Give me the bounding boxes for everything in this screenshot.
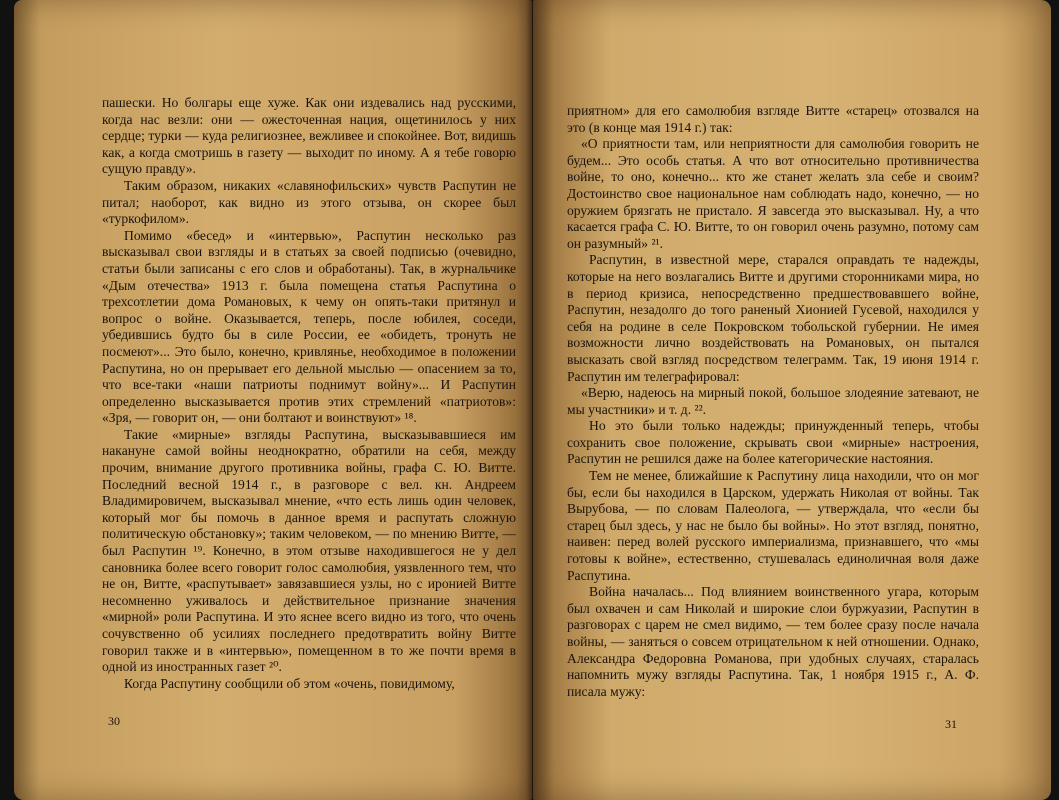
paragraph: Тем не менее, ближайшие к Распутину лица находили, что он мог бы, если бы находился в Царском, удержать Николая от войны. Так Вырубова, — по словам Палеолога, — утверждала, что «если бы старец был здесь, у нас не было бы войны». Но этот взгляд, понятно, наивен: перед волей русского империализма, признавшего, что «мы готовы к войне», естественно, стушевалась единоличная воля даже Распутина. xyxy=(567,468,979,583)
paragraph: приятном» для его самолюбия взгляде Витте «старец» отозвался на это (в конце мая 1914 г.) так: xyxy=(567,103,979,135)
paragraph: Таким образом, никаких «славянофильских» чувств Распутин не питал; наоборот, как видно из этого отзыва, он скорее был «туркофилом». xyxy=(102,177,516,227)
left-page-text xyxy=(102,95,516,692)
paragraph: Но это были только надежды; принужденный теперь, чтобы сохранить свое положение, скрывать свои «мирные» настроения, Распутин не решился даже на более категорические настояния. xyxy=(567,418,979,467)
page-number: 31 xyxy=(945,717,957,731)
paragraph: пашески. Но болгары еще хуже. Как они издевались над русскими, когда нас везли: они — ожесточенная нация, ощетинилось у них сердце; турки — куда религиознее, вежливее и спокойнее. Вот, видишь как, а когда смотришь в газету — выходит по иному. А я тебе говорю сущую правду». xyxy=(102,95,516,177)
right-page-text xyxy=(567,103,979,700)
right-page xyxy=(533,0,1051,800)
quote-paragraph: «О приятности там, или неприятности для самолюбия говорить не будем... Это особь статья. А что вот относительно противничества войне, то оно, конечно... кто же станет желать зла себе и своим? Достоинство свое национальное нам соблюдать надо, конечно, — но оружием брязгать не пристало. Я завсегда это высказывал. Ну, а что касается графа С. Ю. Витте, то он говорил очень разумно, потому сам он разумный» ²¹. xyxy=(567,136,979,251)
paragraph: Когда Распутину сообщили об этом «очень, повидимому, xyxy=(124,675,455,691)
paragraph: Распутин, в известной мере, старался оправдать те надежды, которые на него возлагались Витте и другими сторонниками мира, но в период кризиса, непосредственно предшествовавшего войне, Распутин, незадолго до того раненый Хионией Гусевой, находился у себя на родине в селе Покровском тобольской губернии. Не имея возможности лично воздействовать на Романовых, он пытался высказать свой взгляд посредством телеграмм. Так, 19 июня 1914 г. Распутин им телеграфировал: xyxy=(567,252,979,384)
quote-paragraph: «Верю, надеюсь на мирный покой, большое злодеяние затевают, не мы участники» и т. д. ²². xyxy=(567,385,979,417)
paragraph: Война началась... Под влиянием воинственного угара, которым был охвачен и сам Николай и широкие слои буржуазии, Распутин в разговорах с царем не смел видимо, — тем более сразу после начала войны, — заняться о совсем отрицательном к ней отношении. Однако, Александра Федоровна Романова, при удобных случаях, старалась напомнить мужу взгляды Распутина. Так, 1 ноября 1915 г., А. Ф. писала мужу: xyxy=(567,584,979,699)
paragraph: Помимо «бесед» и «интервью», Распутин несколько раз высказывал свои взгляды и в статьях за своей подписью (очевидно, статьи были записаны с его слов и обработаны). Так, в журнальчике «Дым отечества» 1913 г. была помещена статья Распутина о трехсотлетии дома Романовых, к чему он опять-таки притянул и вопрос о войне. Оказывается, теперь, после юбилея, соседи, убедившись будто бы в силе России, ее «обидеть, тронуть не посмеют»... Это было, конечно, кривлянье, необходимое в положении Распутина, но он прерывает его дельной мыслью — опасением за то, что все-таки «наши патриоты поднимут войну»... И Распутин определенно высказывается против этих стремлений «патриотов»: «Зря, — говорит он, — они болтают и воинствуют» ¹⁸. xyxy=(102,227,516,426)
left-page xyxy=(14,0,532,800)
page-number: 30 xyxy=(108,714,120,728)
paragraph: Такие «мирные» взгляды Распутина, высказывавшиеся им накануне самой войны неоднократно, обратили на себя, между прочим, внимание другого противника войны, графа С. Ю. Витте. Последний весной 1914 г., в разговоре с вел. кн. Андреем Владимировичем, высказывал мнение, «что есть лишь один человек, который мог бы помочь в данное время и распутать сложную политическую обстановку»; таким человеком, — по мнению Витте, — был Распутин ¹⁹. Конечно, в этом отзыве находившегося не у дел сановника более всего говорит голос самолюбия, уязвленного тем, что не он, Витте, «распутывает» завязавшиеся узлы, но с иронией Витте несомненно уживалось и действительное признание значения «мирной» роли Распутина. И это яснее всего видно из того, что очень сочувственно об усилиях последнего предотвратить войну Витте говорил также и в «интервью», помещенном в то же почти время в одной из иностранных газет ²⁰. xyxy=(102,426,516,675)
